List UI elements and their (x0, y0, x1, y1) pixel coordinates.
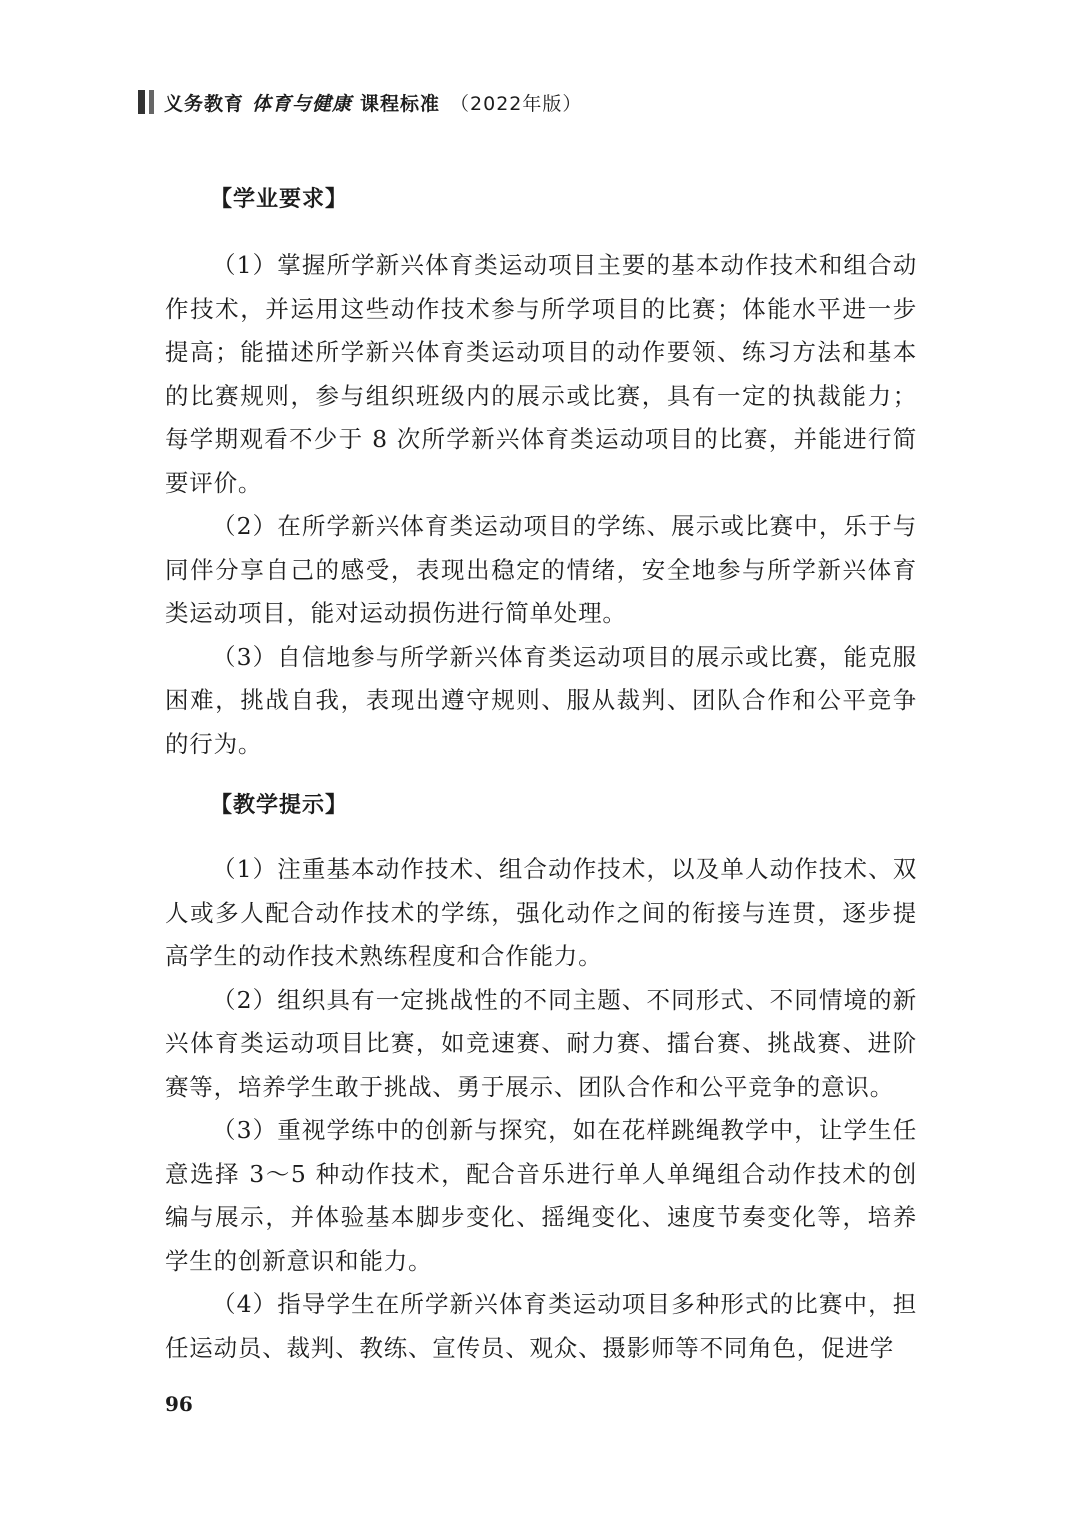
page-number: 96 (165, 1392, 193, 1416)
running-head-part1: 义务教育 (164, 92, 245, 115)
page-content (165, 178, 917, 1370)
paragraph: （3）重视学练中的创新与探究，如在花样跳绳教学中，让学生任意选择 3～5 种动作技术，配合音乐进行单人单绳组合动作技术的创编与展示，并体验基本脚步变化、摇绳变化、速度节奏变化等，培养学生的创新意识和能力。 (165, 1116, 917, 1275)
paragraph: （1）掌握所学新兴体育类运动项目主要的基本动作技术和组合动作技术，并运用这些动作技术参与所学项目的比赛；体能水平进一步提高；能描述所学新兴体育类运动项目的动作要领、练习方法和基本的比赛规则，参与组织班级内的展示或比赛，具有一定的执裁能力；每学期观看不少于 8 次所学新兴体育类运动项目的比赛，并能进行简要评价。 (165, 251, 917, 497)
paragraph: （2）组织具有一定挑战性的不同主题、不同形式、不同情境的新兴体育类运动项目比赛，如竞速赛、耐力赛、擂台赛、挑战赛、进阶赛等，培养学生敢于挑战、勇于展示、团队合作和公平竞争的意识。 (165, 985, 917, 1101)
running-head-text (164, 89, 582, 116)
running-head-bars-icon (138, 90, 154, 114)
running-head-part3: 课程标准 (360, 92, 441, 115)
running-head (138, 88, 582, 116)
paragraph: （3）自信地参与所学新兴体育类运动项目的展示或比赛，能克服困难，挑战自我，表现出遵守规则、服从裁判、团队合作和公平竞争的行为。 (165, 642, 917, 758)
section-heading-teaching-tips: 【教学提示】 (210, 793, 349, 818)
running-head-part2: 体育与健康 (252, 92, 353, 115)
paragraph: （4）指导学生在所学新兴体育类运动项目多种形式的比赛中，担任运动员、裁判、教练、宣传员、观众、摄影师等不同角色，促进学 (165, 1290, 917, 1362)
paragraph: （1）注重基本动作技术、组合动作技术，以及单人动作技术、双人或多人配合动作技术的学练，强化动作之间的衔接与连贯，逐步提高学生的动作技术熟练程度和合作能力。 (165, 855, 917, 970)
paragraph: （2）在所学新兴体育类运动项目的学练、展示或比赛中，乐于与同伴分享自己的感受，表现出稳定的情绪，安全地参与所学新兴体育类运动项目，能对运动损伤进行简单处理。 (165, 512, 917, 627)
section-heading-academic-requirements: 【学业要求】 (210, 187, 349, 212)
running-head-part4: （2022年版） (450, 92, 583, 115)
